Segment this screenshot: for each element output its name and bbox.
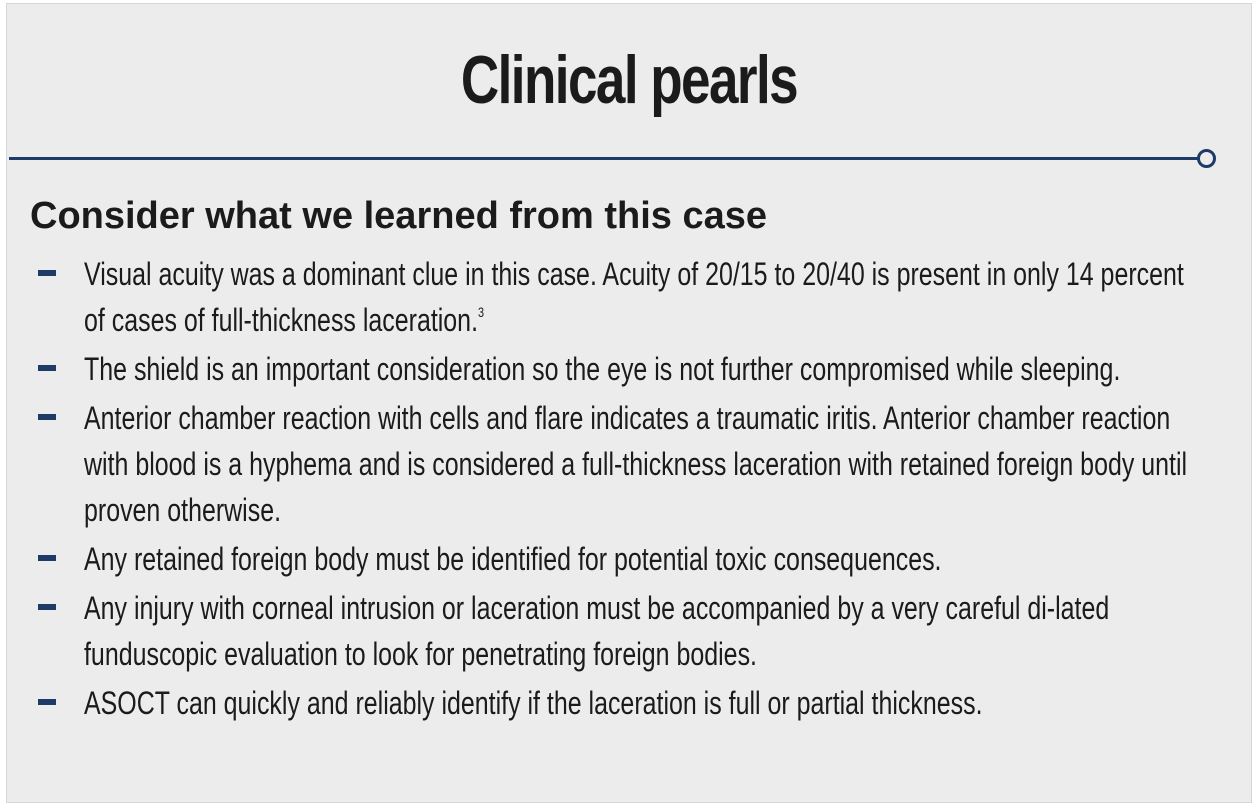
section-heading: Consider what we learned from this case (30, 195, 767, 237)
title-divider (9, 157, 1203, 160)
list-item-text: Anterior chamber reaction with cells and flare indicates a traumatic iritis. Anterior chamber reaction with blood is a hyphema and is considered a full-thickness laceration with retained foreign body until proven otherwise. (84, 400, 1188, 528)
divider-end-circle-icon (1197, 149, 1216, 168)
list-item (35, 680, 1185, 726)
dash-bullet-icon (38, 414, 56, 420)
dash-bullet-icon (38, 270, 56, 276)
dash-bullet-icon (38, 365, 56, 371)
list-item-text: Visual acuity was a dominant clue in this case. Acuity of 20/15 to 20/40 is present in only 14 percent of cases of full-thickness laceration.$^3$ (84, 256, 1184, 338)
list-item (35, 536, 1185, 582)
list-item-text: The shield is an important consideration so the eye is not further compromised while sleeping. (84, 351, 1121, 387)
list-item-text: Any injury with corneal intrusion or laceration must be accompanied by a very careful di-lated funduscopic evaluation to look for penetrating foreign bodies. (84, 590, 1110, 672)
list-item (35, 346, 1185, 392)
list-item-text: ASOCT can quickly and reliably identify if the laceration is full or partial thickness. (84, 685, 983, 721)
list-item (35, 251, 1185, 343)
clinical-pearls-card (6, 3, 1252, 803)
citation-superscript: 3 (477, 304, 485, 320)
pearls-list (35, 251, 1188, 729)
dash-bullet-icon (38, 699, 56, 705)
list-item (35, 585, 1185, 677)
dash-bullet-icon (38, 555, 56, 561)
list-item-text: Any retained foreign body must be identified for potential toxic consequences. (84, 541, 942, 577)
list-item (35, 395, 1188, 533)
dash-bullet-icon (38, 604, 56, 610)
page-title: Clinical pearls (460, 42, 798, 118)
